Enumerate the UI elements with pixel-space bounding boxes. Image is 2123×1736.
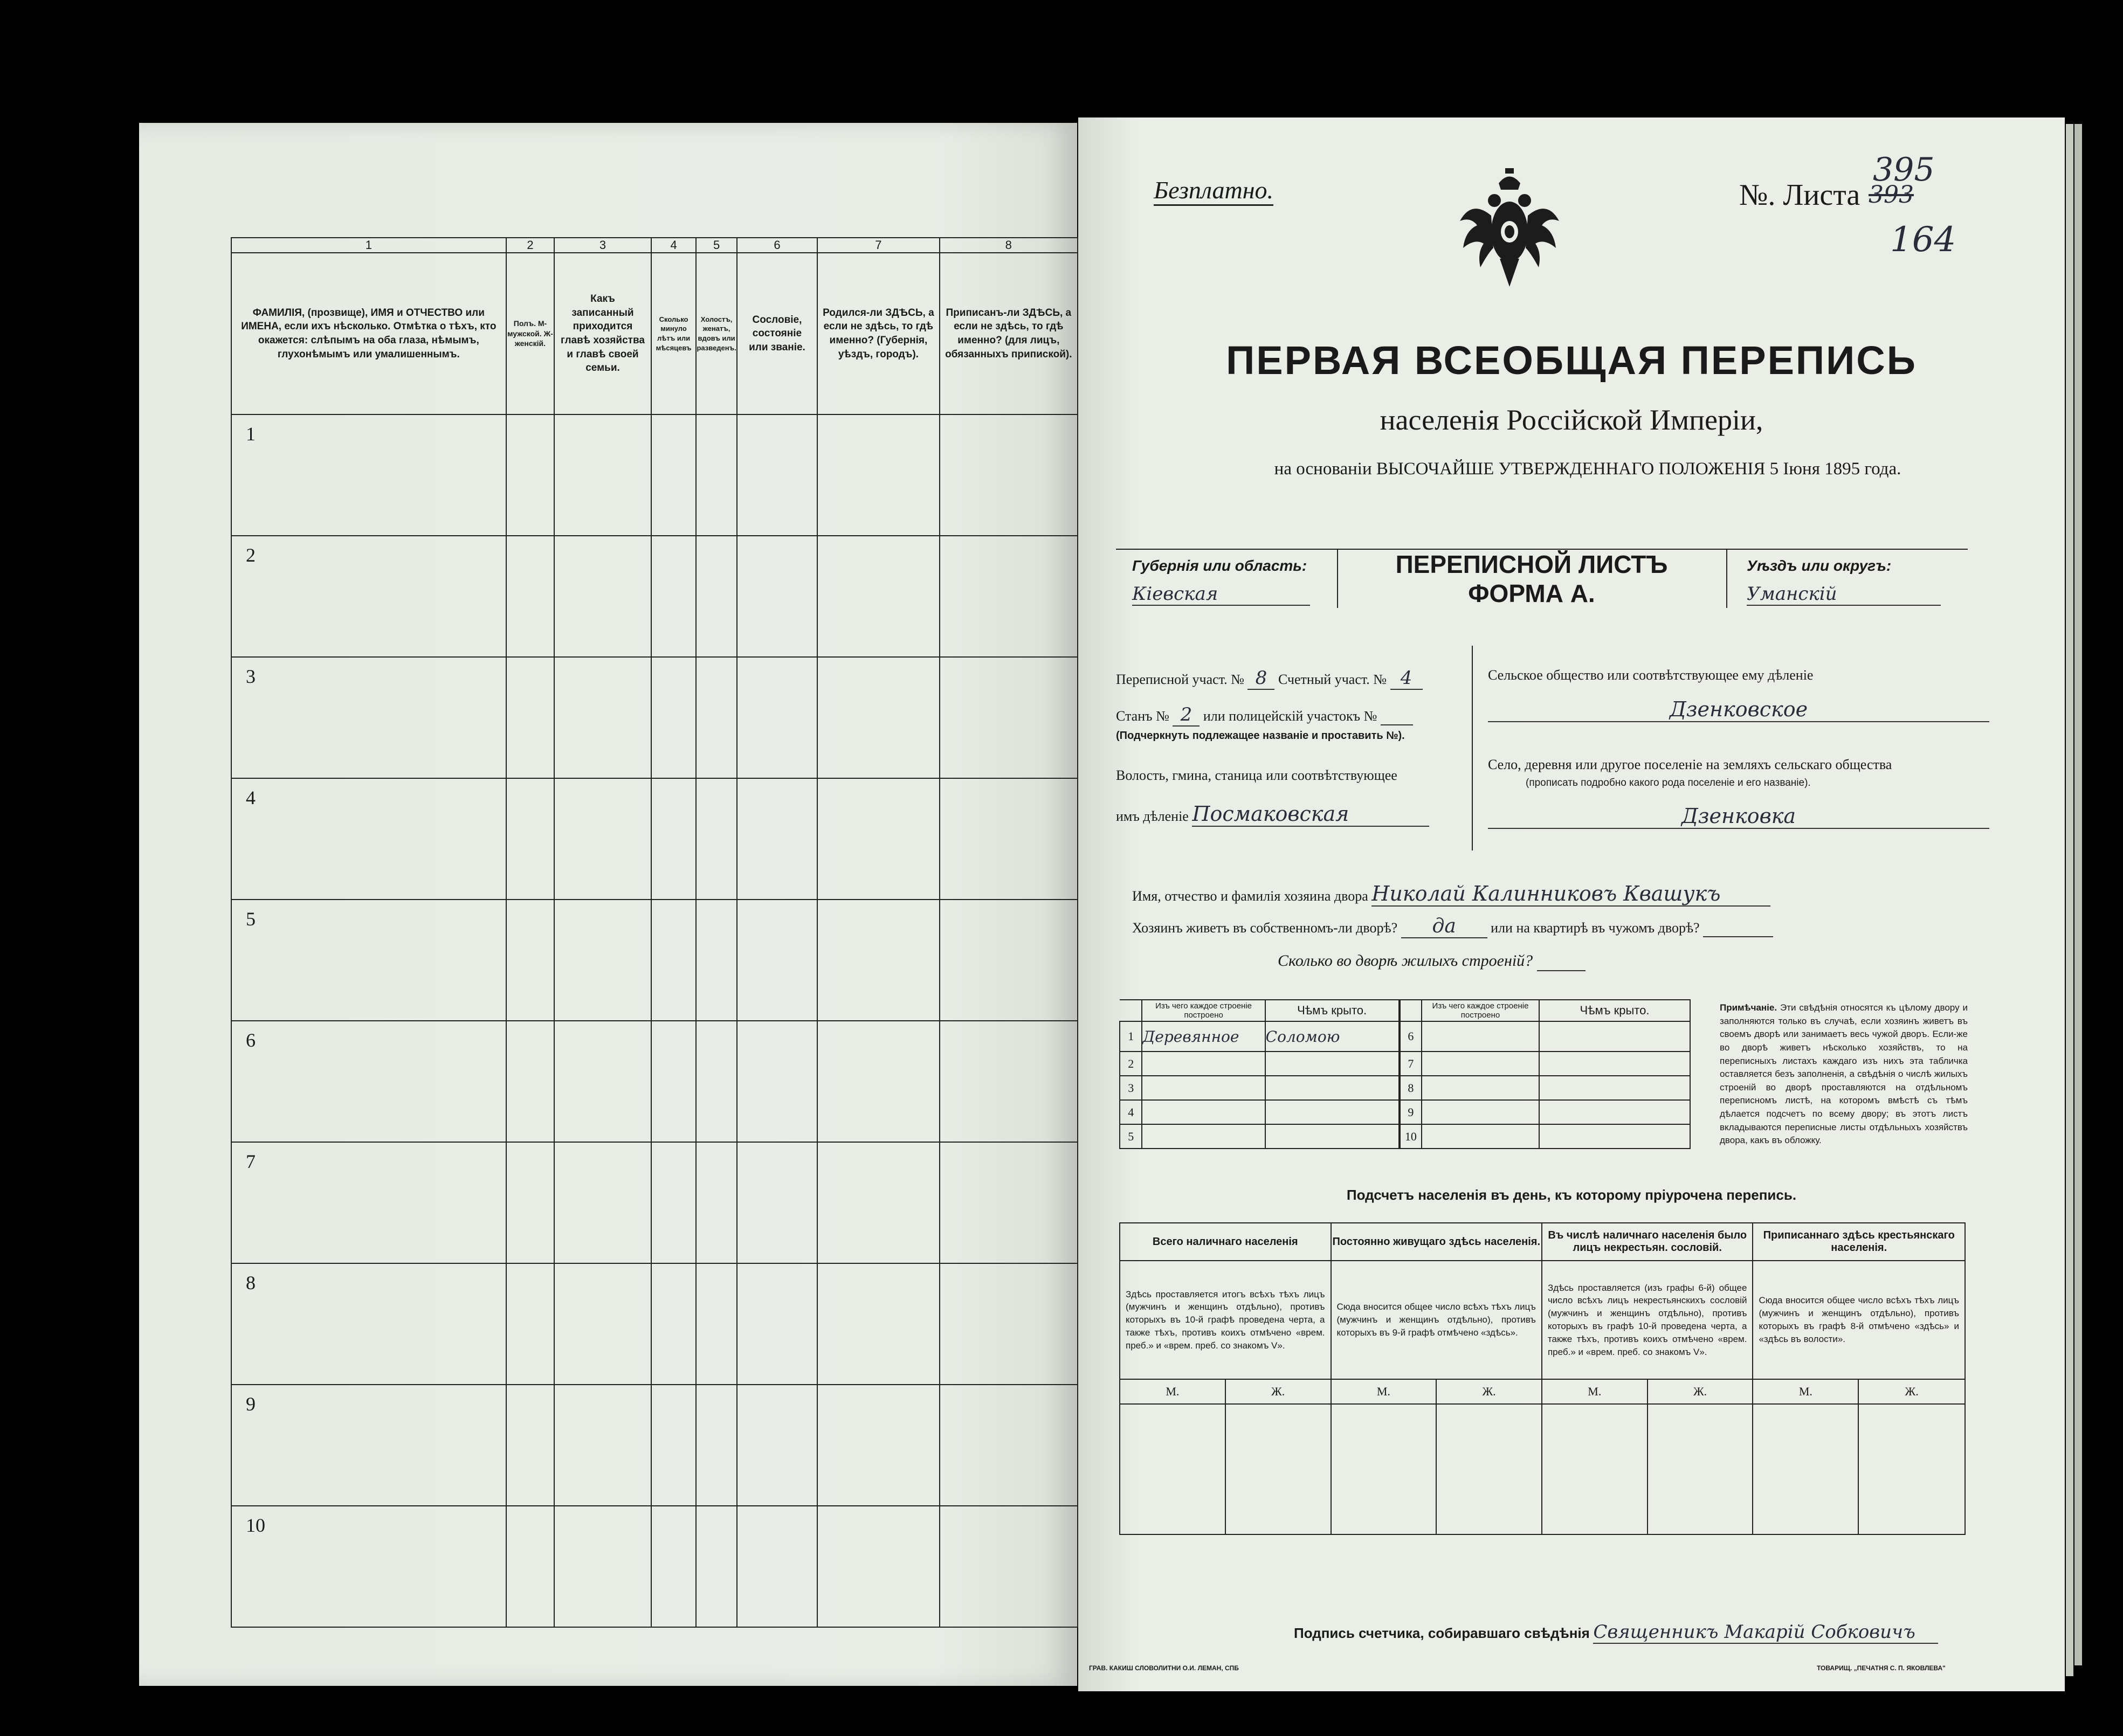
page-edge xyxy=(2074,124,2082,1665)
main-title: ПЕРВАЯ ВСЕОБЩАЯ ПЕРЕПИСЬ xyxy=(1226,338,1917,383)
building-num: 9 xyxy=(1400,1100,1422,1124)
col-material-right: Изъ чего каждое строеніе построено xyxy=(1422,1000,1539,1021)
tally-title: Подсчетъ населенія въ день, къ которому пріурочена перепись. xyxy=(1346,1187,1797,1203)
legal-basis: на основаніи ВЫСОЧАЙШЕ УТВЕРЖДЕННАГО ПОЛОЖЕНІЯ 5 Іюня 1895 года. xyxy=(1274,459,1901,479)
col-num-8: 8 xyxy=(940,238,1078,253)
owner-label: Имя, отчество и фамилія хозяина двора xyxy=(1132,888,1368,904)
owner-line xyxy=(1132,882,1770,907)
row-number: 2 xyxy=(231,536,506,657)
printer-left: ГРАВ. КАКИШ СЛОВОЛИТНИ О.И. ЛЕМАН, СПБ xyxy=(1089,1664,1239,1672)
table-row xyxy=(1120,1100,1690,1124)
census-district-line xyxy=(1116,667,1423,690)
tally-values-row xyxy=(1120,1404,1965,1534)
col-num-5: 5 xyxy=(696,238,736,253)
column-number-row xyxy=(231,238,1078,253)
sheet-number-struck: 393 xyxy=(1869,181,1914,209)
own-yard-value: да xyxy=(1401,915,1487,938)
table-row xyxy=(231,1021,1078,1142)
subtitle: населенія Россійской Имперіи, xyxy=(1380,404,1763,436)
sex-label-male: М. xyxy=(1753,1379,1858,1404)
underline-note: (Подчеркнуть подлежащее названіе и проставить №). xyxy=(1116,730,1405,742)
free-label: Безплатно. xyxy=(1154,176,1273,206)
col-roof-right: Чѣмъ крыто. xyxy=(1539,1000,1690,1021)
table-row xyxy=(231,414,1078,536)
stan-line xyxy=(1116,704,1413,727)
gubernia-cell xyxy=(1116,550,1338,608)
count-district-value: 4 xyxy=(1390,667,1423,690)
form-header-box xyxy=(1116,549,1968,608)
table-row xyxy=(231,536,1078,657)
tally-desc-permanent: Сюда вносится общее число всѣхъ тѣхъ лицъ (мужчинъ и женщинъ отдѣльно), противъ которыхъ въ 9-й графѣ отмѣчено «здѣсь». xyxy=(1331,1261,1542,1379)
tally-header-nonpeasant: Въ числѣ наличнаго населенія было лицъ некрестьян. сословій. xyxy=(1542,1223,1753,1261)
col-num-1: 1 xyxy=(231,238,506,253)
row-number: 5 xyxy=(231,900,506,1021)
signature-label: Подпись счетчика, собиравшаго свѣдѣнія xyxy=(1294,1625,1590,1641)
imperial-eagle-emblem xyxy=(1456,167,1563,291)
building-roof xyxy=(1539,1021,1690,1052)
gubernia-label: Губернія или область: xyxy=(1132,557,1307,574)
right-page xyxy=(1078,117,2065,1691)
location-section xyxy=(1105,646,2005,991)
table-row xyxy=(231,778,1078,900)
own-yard-label: Хозяинъ живетъ въ собственномъ-ли дворѣ? xyxy=(1132,920,1398,936)
sex-label-female: Ж. xyxy=(1436,1379,1542,1404)
building-num: 3 xyxy=(1120,1076,1142,1100)
table-row xyxy=(1120,1052,1690,1076)
col-header-sex: Полъ. М-мужской. Ж-женскій. xyxy=(506,253,555,414)
col-header-relation: Какъ записанный приходится главѣ хозяйства и главѣ своей семьи. xyxy=(554,253,651,414)
stan-value: 2 xyxy=(1173,704,1200,727)
society-label: Сельское общество или соотвѣтствующее ему дѣленіе xyxy=(1488,667,1814,683)
building-num: 2 xyxy=(1120,1052,1142,1076)
printer-right: ТОВАРИЩ. „ПЕЧАТНЯ С. П. ЯКОВЛЕВА" xyxy=(1817,1664,1946,1672)
village-note: (прописать подробно какого рода поселеніе и его названіе). xyxy=(1526,777,1811,789)
volost-label-2: имъ дѣленіе xyxy=(1116,808,1189,824)
tally-header-registered: Приписаннаго здѣсь крестьянскаго населенія. xyxy=(1753,1223,1965,1261)
table-row xyxy=(1120,1076,1690,1100)
village-label: Село, деревня или другое поселеніе на земляхъ сельскаго общества xyxy=(1488,757,1892,772)
uezd-cell xyxy=(1726,550,1969,608)
col-num-6: 6 xyxy=(737,238,817,253)
col-header-registration: Приписанъ-ли ЗДѢСЬ, а если не здѣсь, то гдѣ именно? (для лицъ, обязанныхъ припиской). xyxy=(940,253,1078,414)
col-num-7: 7 xyxy=(817,238,939,253)
volost-label-1: Волость, гмина, станица или соотвѣтствующее xyxy=(1116,767,1397,783)
rented-label: или на квартирѣ въ чужомъ дворѣ? xyxy=(1491,920,1700,936)
building-num: 5 xyxy=(1120,1124,1142,1149)
census-district-value: 8 xyxy=(1247,667,1274,690)
table-row xyxy=(231,1385,1078,1506)
sex-label-male: М. xyxy=(1331,1379,1437,1404)
sex-label-female: Ж. xyxy=(1225,1379,1331,1404)
uezd-label: Уѣздъ или округъ: xyxy=(1747,557,1892,574)
buildings-note xyxy=(1720,1001,1968,1147)
row-number: 7 xyxy=(231,1142,506,1263)
uezd-value: Уманскій xyxy=(1747,583,1941,606)
table-row xyxy=(231,657,1078,778)
row-number: 1 xyxy=(231,414,506,536)
table-row xyxy=(231,1506,1078,1627)
signature-line xyxy=(1294,1621,1938,1644)
society-value: Дзенковское xyxy=(1488,697,1989,722)
sex-label-male: М. xyxy=(1542,1379,1648,1404)
row-number: 6 xyxy=(231,1021,506,1142)
police-label: или полицейскій участокъ № xyxy=(1203,708,1377,724)
col-header-name: ФАМИЛІЯ, (прозвище), ИМЯ и ОТЧЕСТВО или ИМЕНА, если ихъ нѣсколько. Отмѣтка о тѣхъ, кто окажется: слѣпымъ на оба глаза, нѣмымъ, глухонѣмымъ или умалишеннымъ. xyxy=(231,253,506,414)
buildings-question xyxy=(1278,952,1586,971)
row-number: 3 xyxy=(231,657,506,778)
gubernia-value: Кіевская xyxy=(1132,583,1310,606)
building-num: 4 xyxy=(1120,1100,1142,1124)
building-material xyxy=(1422,1021,1539,1052)
building-material: Деревянное xyxy=(1142,1021,1265,1052)
tally-desc-nonpeasant: Здѣсь проставляется (изъ графы 6-й) общее число всѣхъ лицъ некрестьянскихъ сословій (мужчинъ и женщинъ отдѣльно), противъ которыхъ въ графѣ 10-й проведена черта, а также тѣхъ, противъ коихъ отмѣчено «врем. преб.» и «врем. преб. со знакомъ V». xyxy=(1542,1261,1753,1379)
tally-desc-present: Здѣсь проставляется итогъ всѣхъ тѣхъ лицъ (мужчинъ и женщинъ отдѣльно), противъ которыхъ въ 10-й графѣ проведена черта, а также тѣхъ, противъ коихъ отмѣчено «врем. преб.» и «врем. преб. со знакомъ V». xyxy=(1120,1261,1331,1379)
col-header-age: Сколько минуло лѣтъ или мѣсяцевъ xyxy=(651,253,697,414)
table-row xyxy=(231,900,1078,1021)
table-row xyxy=(231,1263,1078,1385)
count-district-label: Счетный участ. № xyxy=(1278,672,1387,687)
location-divider xyxy=(1472,646,1473,850)
tally-table xyxy=(1119,1222,1966,1535)
col-header-marital: Холостъ, женатъ, вдовъ или разведенъ. xyxy=(696,253,736,414)
sheet-number-label: №. Листа xyxy=(1739,178,1860,212)
sex-label-female: Ж. xyxy=(1858,1379,1965,1404)
buildings-question-text: Сколько во дворѣ жилыхъ строеній? xyxy=(1278,952,1533,970)
col-roof-left: Чѣмъ крыто. xyxy=(1265,1000,1400,1021)
signature-value: Священникъ Макарій Собковичъ xyxy=(1593,1621,1938,1644)
sheet-number-second: 164 xyxy=(1890,220,1956,260)
own-yard-line xyxy=(1132,915,1773,938)
row-number: 8 xyxy=(231,1263,506,1385)
household-members-table xyxy=(231,237,1078,1628)
col-material-left: Изъ чего каждое строеніе построено xyxy=(1142,1000,1265,1021)
row-number: 10 xyxy=(231,1506,506,1627)
sex-label-female: Ж. xyxy=(1648,1379,1753,1404)
stan-label: Станъ № xyxy=(1116,708,1169,724)
building-num: 1 xyxy=(1120,1021,1142,1052)
owner-value: Николай Калинниковъ Квашукъ xyxy=(1371,882,1770,907)
tally-header-permanent: Постоянно живущаго здѣсь населенія. xyxy=(1331,1223,1542,1261)
row-number: 9 xyxy=(231,1385,506,1506)
form-title-line2: ФОРМА А. xyxy=(1468,579,1595,607)
col-header-birthplace: Родился-ли ЗДѢСЬ, а если не здѣсь, то гдѣ именно? (Губернія, уѣздъ, городъ). xyxy=(817,253,939,414)
left-page xyxy=(139,123,1077,1686)
table-row xyxy=(1120,1021,1690,1052)
column-header-row xyxy=(231,253,1078,414)
row-number: 4 xyxy=(231,778,506,900)
census-district-label: Переписной участ. № xyxy=(1116,672,1244,687)
note-text: Эти свѣдѣнія относятся къ цѣлому двору и заполняются только въ случаѣ, если хозяинъ живетъ въ своемъ дворѣ или занимаетъ весь чужой дворъ. Если-же во дворѣ живетъ нѣсколько хозяйствъ, то на переписныхъ листахъ каждаго изъ нихъ эта табличка оставляется безъ заполненія, а свѣдѣнія о числѣ жилыхъ строеній во дворѣ проставляются на отдѣльномъ переписномъ листѣ, на которомъ вмѣстѣ съ тѣмъ дѣлается подсчетъ по всему двору; въ этотъ листъ вкладываются переписные листы отдѣльныхъ хозяйствъ двора, какъ въ обложку. xyxy=(1720,1002,1968,1146)
building-roof: Соломою xyxy=(1265,1021,1400,1052)
table-row xyxy=(231,1142,1078,1263)
building-num: 8 xyxy=(1400,1076,1422,1100)
volost-line xyxy=(1116,802,1429,827)
building-num: 10 xyxy=(1400,1124,1422,1149)
building-num: 7 xyxy=(1400,1052,1422,1076)
volost-value: Посмаковская xyxy=(1192,802,1429,827)
col-num-4: 4 xyxy=(651,238,697,253)
col-num-2: 2 xyxy=(506,238,555,253)
form-title-line1: ПЕРЕПИСНОЙ ЛИСТЪ xyxy=(1395,550,1668,578)
note-title: Примѣчаніе. xyxy=(1720,1002,1777,1013)
table-row xyxy=(1120,1124,1690,1149)
sheet-number-value: 395 xyxy=(1873,151,1935,189)
building-num: 6 xyxy=(1400,1021,1422,1052)
sex-label-male: М. xyxy=(1120,1379,1225,1404)
page-edge xyxy=(2066,124,2073,1676)
tally-desc-registered: Сюда вносится общее число всѣхъ тѣхъ лицъ (мужчинъ и женщинъ отдѣльно), противъ которыхъ въ графѣ 8-й отмѣчено «здѣсь» и «здѣсь въ волости». xyxy=(1753,1261,1965,1379)
buildings-table xyxy=(1119,999,1691,1149)
village-value: Дзенковка xyxy=(1488,804,1989,829)
col-header-estate: Сословіе, состояніе или званіе. xyxy=(737,253,817,414)
tally-header-present: Всего наличнаго населенія xyxy=(1120,1223,1331,1261)
col-num-3: 3 xyxy=(554,238,651,253)
